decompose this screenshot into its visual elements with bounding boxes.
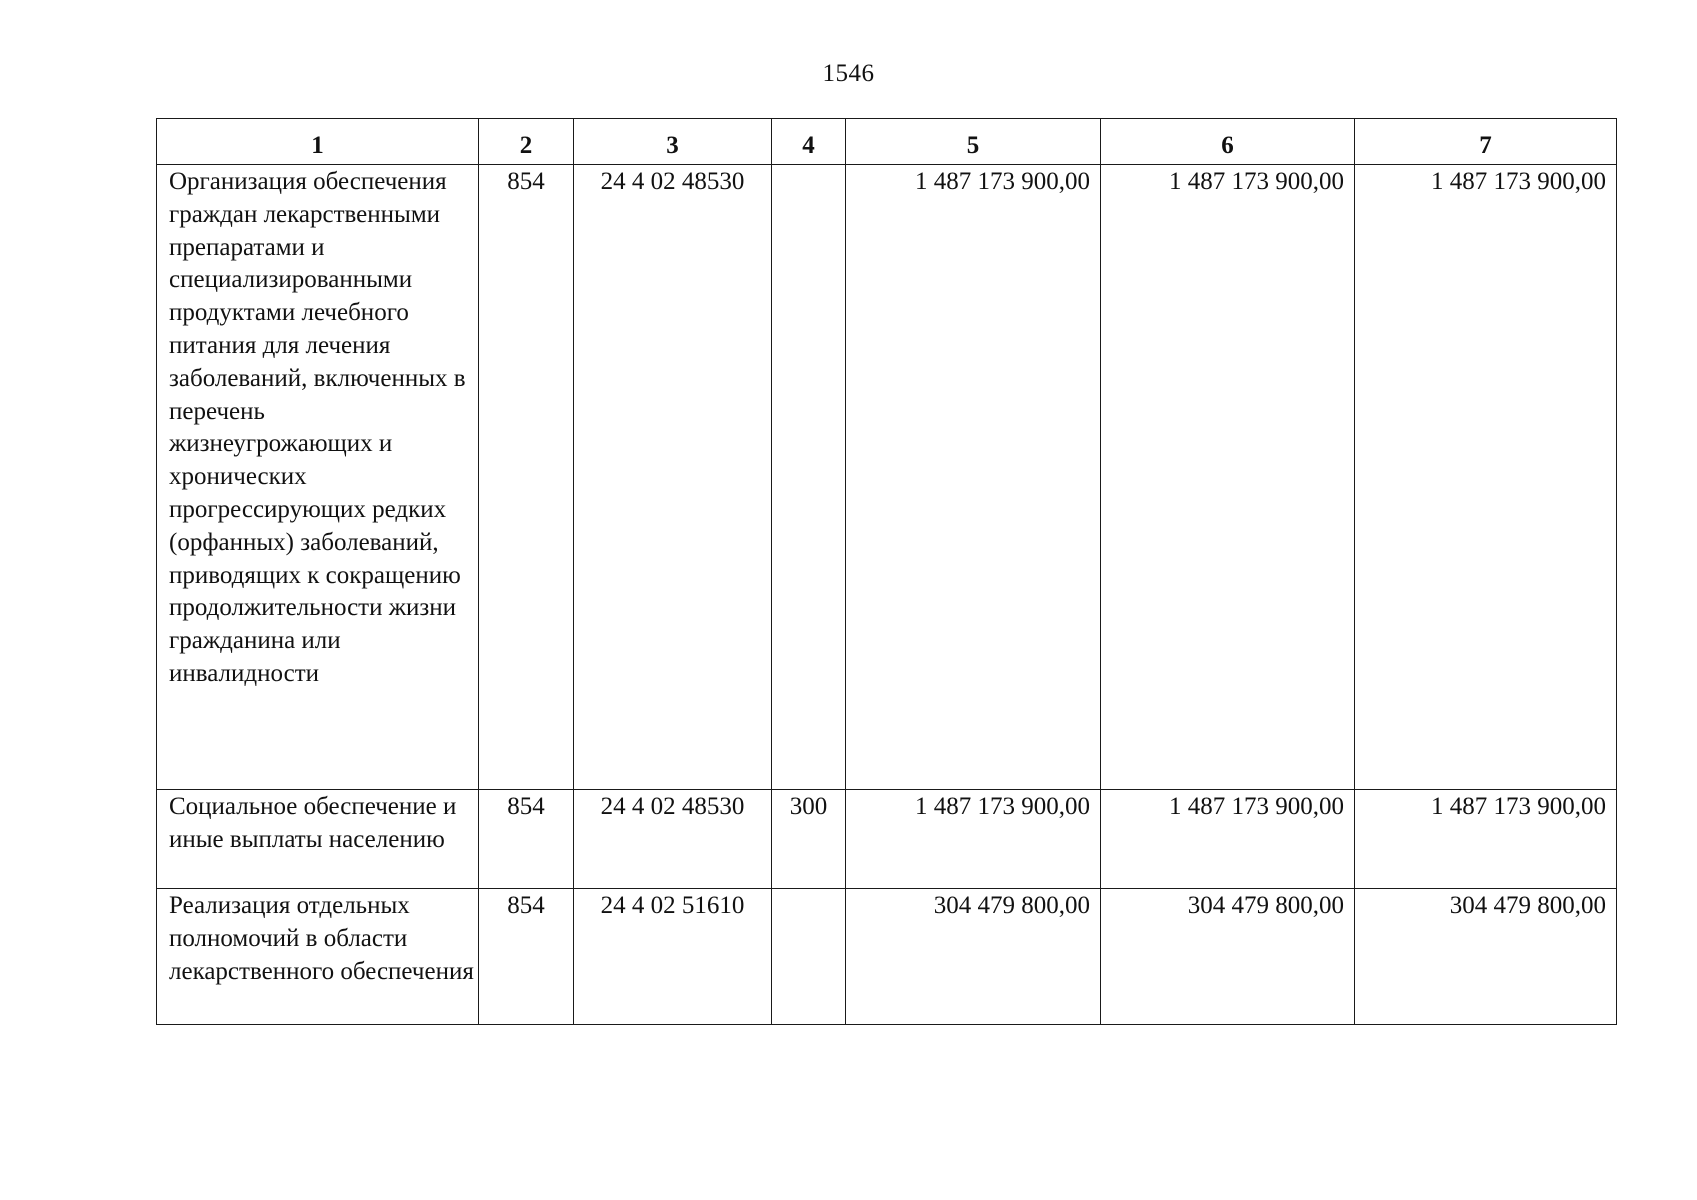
row-amount-3: 304 479 800,00	[1355, 889, 1617, 1025]
header-row	[157, 119, 1617, 165]
column-header-4: 4	[772, 119, 846, 165]
row-amount-3: 1 487 173 900,00	[1355, 790, 1617, 889]
row-code: 854	[479, 889, 574, 1025]
page-number: 1546	[822, 60, 875, 87]
column-header-1: 1	[157, 119, 479, 165]
column-header-2: 2	[479, 119, 574, 165]
row-target-article: 24 4 02 48530	[574, 790, 772, 889]
row-amount-1: 1 487 173 900,00	[846, 790, 1101, 889]
row-expense-type: 300	[772, 790, 846, 889]
row-code: 854	[479, 790, 574, 889]
row-code: 854	[479, 165, 574, 790]
column-header-7: 7	[1355, 119, 1617, 165]
row-name: Организация обеспечения граждан лекарственными препаратами и специализированными продуктами лечебного питания для лечения заболеваний, включенных в перечень жизнеугрожающих и хронических прогрессирующих редких (орфанных) заболеваний, приводящих к сокращению продолжительности жизни гражданина или инвалидности	[157, 165, 479, 790]
row-amount-1: 1 487 173 900,00	[846, 165, 1101, 790]
row-amount-2: 1 487 173 900,00	[1101, 165, 1355, 790]
row-amount-2: 304 479 800,00	[1101, 889, 1355, 1025]
table-row	[157, 165, 1617, 790]
row-target-article: 24 4 02 51610	[574, 889, 772, 1025]
row-expense-type	[772, 889, 846, 1025]
column-header-6: 6	[1101, 119, 1355, 165]
table-row	[157, 790, 1617, 889]
row-amount-2: 1 487 173 900,00	[1101, 790, 1355, 889]
budget-table	[156, 118, 1617, 1025]
row-expense-type	[772, 165, 846, 790]
row-target-article: 24 4 02 48530	[574, 165, 772, 790]
row-name: Социальное обеспечение и иные выплаты населению	[157, 790, 479, 889]
column-header-5: 5	[846, 119, 1101, 165]
row-amount-3: 1 487 173 900,00	[1355, 165, 1617, 790]
row-amount-1: 304 479 800,00	[846, 889, 1101, 1025]
column-header-3: 3	[574, 119, 772, 165]
table-row	[157, 889, 1617, 1025]
row-name: Реализация отдельных полномочий в области лекарственного обеспечения	[157, 889, 479, 1025]
